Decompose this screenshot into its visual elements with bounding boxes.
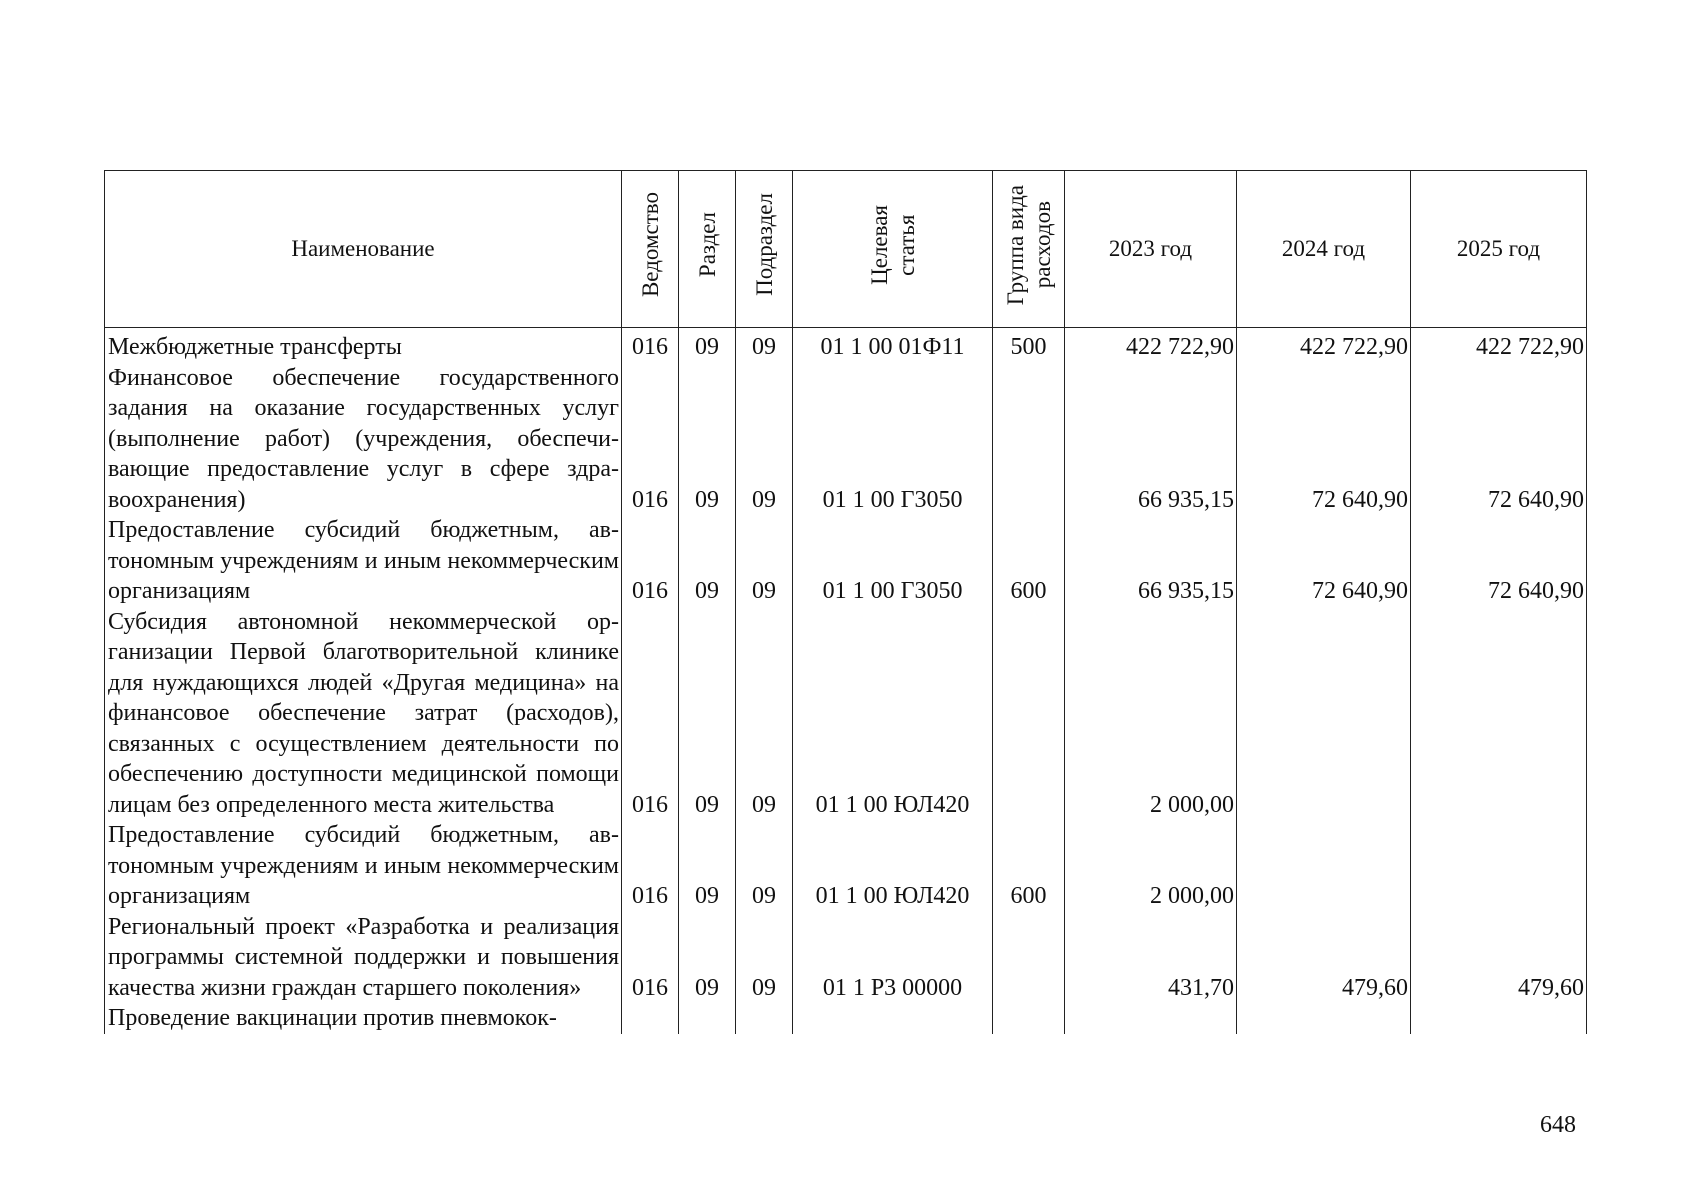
row-2025 [1411, 820, 1587, 912]
header-target-article-line2: статья [893, 214, 919, 276]
row-subsection: 09 [736, 607, 793, 821]
row-department: 016 [622, 912, 679, 1004]
header-2025: 2025 год [1411, 171, 1587, 328]
row-2025: 72 640,90 [1411, 515, 1587, 607]
row-department [622, 1003, 679, 1034]
row-2024 [1237, 1003, 1411, 1034]
row-expense-group [993, 363, 1065, 516]
row-name: Межбюджетные трансферты [105, 328, 622, 363]
header-target-article [793, 171, 993, 328]
row-name: Региональный проект «Разработка и реализация программы системной поддержки и повышения качества жизни граждан старшего поколения» [105, 912, 622, 1004]
row-section [679, 1003, 736, 1034]
row-subsection: 09 [736, 912, 793, 1004]
header-name: Наименование [105, 171, 622, 328]
table-row [105, 1003, 1587, 1034]
row-2023: 422 722,90 [1065, 328, 1237, 363]
row-2025: 422 722,90 [1411, 328, 1587, 363]
row-expense-group [993, 1003, 1065, 1034]
header-subsection: Подраздел [736, 171, 793, 328]
table-row [105, 820, 1587, 912]
row-2025 [1411, 607, 1587, 821]
row-2023 [1065, 1003, 1237, 1034]
row-2024 [1237, 820, 1411, 912]
row-subsection: 09 [736, 363, 793, 516]
row-2025: 479,60 [1411, 912, 1587, 1004]
row-target-article: 01 1 00 Г3050 [793, 515, 993, 607]
row-2024 [1237, 607, 1411, 821]
row-section: 09 [679, 820, 736, 912]
header-2024: 2024 год [1237, 171, 1411, 328]
row-2023: 66 935,15 [1065, 363, 1237, 516]
row-name: Субсидия автономной некоммерческой организации Первой благотворительной клинике для нуждающихся людей «Другая медицина» на финансовое обеспечение затрат (расходов), связанных с осуществлением деятельности по обеспечению доступности медицинской помощи лицам без определенного места жительства [105, 607, 622, 821]
row-name: Проведение вакцинации против пневмокок- [105, 1003, 622, 1034]
row-target-article: 01 1 00 ЮЛ420 [793, 607, 993, 821]
header-row [105, 171, 1587, 328]
row-2023: 431,70 [1065, 912, 1237, 1004]
row-department: 016 [622, 820, 679, 912]
header-section: Раздел [679, 171, 736, 328]
header-expense-group-line1: Группа вида [1002, 184, 1028, 305]
row-2025 [1411, 1003, 1587, 1034]
row-section: 09 [679, 912, 736, 1004]
row-2025: 72 640,90 [1411, 363, 1587, 516]
row-2023: 66 935,15 [1065, 515, 1237, 607]
row-2024: 72 640,90 [1237, 515, 1411, 607]
header-target-article-line1: Целевая [866, 204, 892, 285]
row-expense-group [993, 607, 1065, 821]
row-department: 016 [622, 607, 679, 821]
row-name: Финансовое обеспечение государственного задания на оказание государственных услуг (выполнение работ) (учреждения, обеспечивающие предоставление услуг в сфере здравоохранения) [105, 363, 622, 516]
row-target-article: 01 1 00 Г3050 [793, 363, 993, 516]
row-subsection: 09 [736, 820, 793, 912]
table-row [105, 328, 1587, 363]
row-section: 09 [679, 328, 736, 363]
row-expense-group [993, 912, 1065, 1004]
header-department: Ведомство [622, 171, 679, 328]
row-section: 09 [679, 607, 736, 821]
row-target-article [793, 1003, 993, 1034]
row-expense-group: 500 [993, 328, 1065, 363]
row-2023: 2 000,00 [1065, 820, 1237, 912]
table-row [105, 607, 1587, 821]
header-expense-group [993, 171, 1065, 328]
table-row [105, 363, 1587, 516]
row-name: Предоставление субсидий бюджетным, автономным учреждениям и иным некоммерческим организациям [105, 515, 622, 607]
row-department: 016 [622, 515, 679, 607]
row-section: 09 [679, 515, 736, 607]
row-section: 09 [679, 363, 736, 516]
table-row [105, 515, 1587, 607]
budget-table [104, 170, 1587, 1034]
page-number: 648 [1540, 1112, 1576, 1138]
table-row [105, 912, 1587, 1004]
row-expense-group: 600 [993, 515, 1065, 607]
row-subsection: 09 [736, 515, 793, 607]
row-target-article: 01 1 00 ЮЛ420 [793, 820, 993, 912]
row-expense-group: 600 [993, 820, 1065, 912]
header-2023: 2023 год [1065, 171, 1237, 328]
row-target-article: 01 1 00 01Ф11 [793, 328, 993, 363]
row-2024: 422 722,90 [1237, 328, 1411, 363]
row-department: 016 [622, 363, 679, 516]
row-name: Предоставление субсидий бюджетным, автономным учреждениям и иным некоммерческим организациям [105, 820, 622, 912]
row-target-article: 01 1 Р3 00000 [793, 912, 993, 1004]
row-subsection: 09 [736, 328, 793, 363]
row-2024: 72 640,90 [1237, 363, 1411, 516]
row-subsection [736, 1003, 793, 1034]
header-expense-group-line2: расходов [1029, 201, 1055, 289]
row-2024: 479,60 [1237, 912, 1411, 1004]
row-department: 016 [622, 328, 679, 363]
row-2023: 2 000,00 [1065, 607, 1237, 821]
